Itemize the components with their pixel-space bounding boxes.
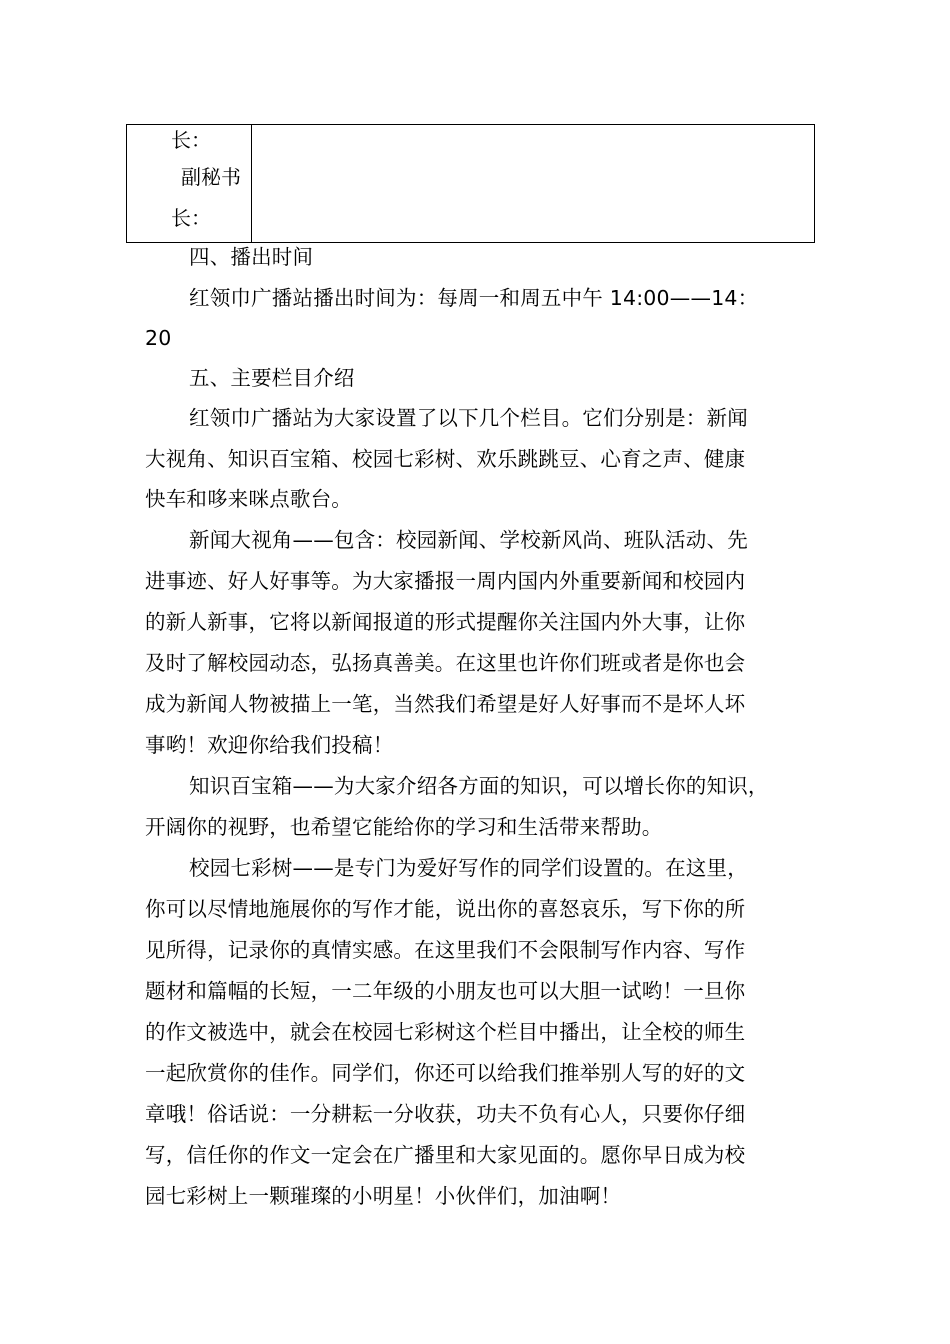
table-cell-text: 长： (171, 128, 211, 152)
table-cell-label: 副秘书 (181, 165, 241, 189)
paragraph-line: 见所得，记录你的真情实感。在这里我们不会限制写作内容、写作 (145, 938, 746, 962)
paragraph-line: 的作文被选中，就会在校园七彩树这个栏目中播出，让全校的师生 (145, 1020, 746, 1044)
paragraph-line: 进事迹、好人好事等。为大家播报一周内国内外重要新闻和校园内 (145, 569, 746, 593)
paragraph-line: 一起欣赏你的佳作。同学们，你还可以给我们推举别人写的好的文 (145, 1061, 746, 1085)
paragraph-line: 校园七彩树——是专门为爱好写作的同学们设置的。在这里， (189, 856, 748, 880)
paragraph-line: 及时了解校园动态，弘扬真善美。在这里也许你们班或者是你也会 (145, 651, 746, 675)
table-cell-text: 长： (171, 206, 211, 230)
paragraph-line: 你可以尽情地施展你的写作才能，说出你的喜怒哀乐，写下你的所 (145, 897, 746, 921)
paragraph-line: 写，信任你的作文一定会在广播里和大家见面的。愿你早日成为校 (145, 1143, 746, 1167)
table-column-divider (251, 125, 252, 242)
paragraph-line: 20 (145, 326, 172, 350)
paragraph-line: 红领巾广播站为大家设置了以下几个栏目。它们分别是：新闻 (189, 406, 748, 430)
section-heading-columns: 五、主要栏目介绍 (189, 366, 355, 390)
paragraph-line: 园七彩树上一颗璀璨的小明星！小伙伴们，加油啊！ (145, 1184, 622, 1208)
paragraph-line: 红领巾广播站播出时间为：每周一和周五中午 14:00——14： (189, 286, 759, 310)
paragraph-line: 事哟！欢迎你给我们投稿！ (145, 733, 394, 757)
paragraph-line: 开阔你的视野，也希望它能给你的学习和生活带来帮助。 (145, 815, 663, 839)
paragraph-line: 新闻大视角——包含：校园新闻、学校新风尚、班队活动、先 (189, 528, 748, 552)
paragraph-line: 快车和哆来咪点歌台。 (145, 487, 352, 511)
paragraph-line: 知识百宝箱——为大家介绍各方面的知识，可以增长你的知识， (189, 774, 769, 798)
paragraph-line: 题材和篇幅的长短，一二年级的小朋友也可以大胆一试哟！一旦你 (145, 979, 746, 1003)
paragraph-line: 大视角、知识百宝箱、校园七彩树、欢乐跳跳豆、心育之声、健康 (145, 447, 746, 471)
paragraph-line: 成为新闻人物被描上一笔，当然我们希望是好人好事而不是坏人坏 (145, 692, 746, 716)
section-heading-broadcast-time: 四、播出时间 (189, 245, 314, 269)
paragraph-line: 章哦！俗话说：一分耕耘一分收获，功夫不负有心人，只要你仔细 (145, 1102, 746, 1126)
paragraph-line: 的新人新事，它将以新闻报道的形式提醒你关注国内外大事，让你 (145, 610, 746, 634)
staff-table-fragment (126, 124, 815, 243)
